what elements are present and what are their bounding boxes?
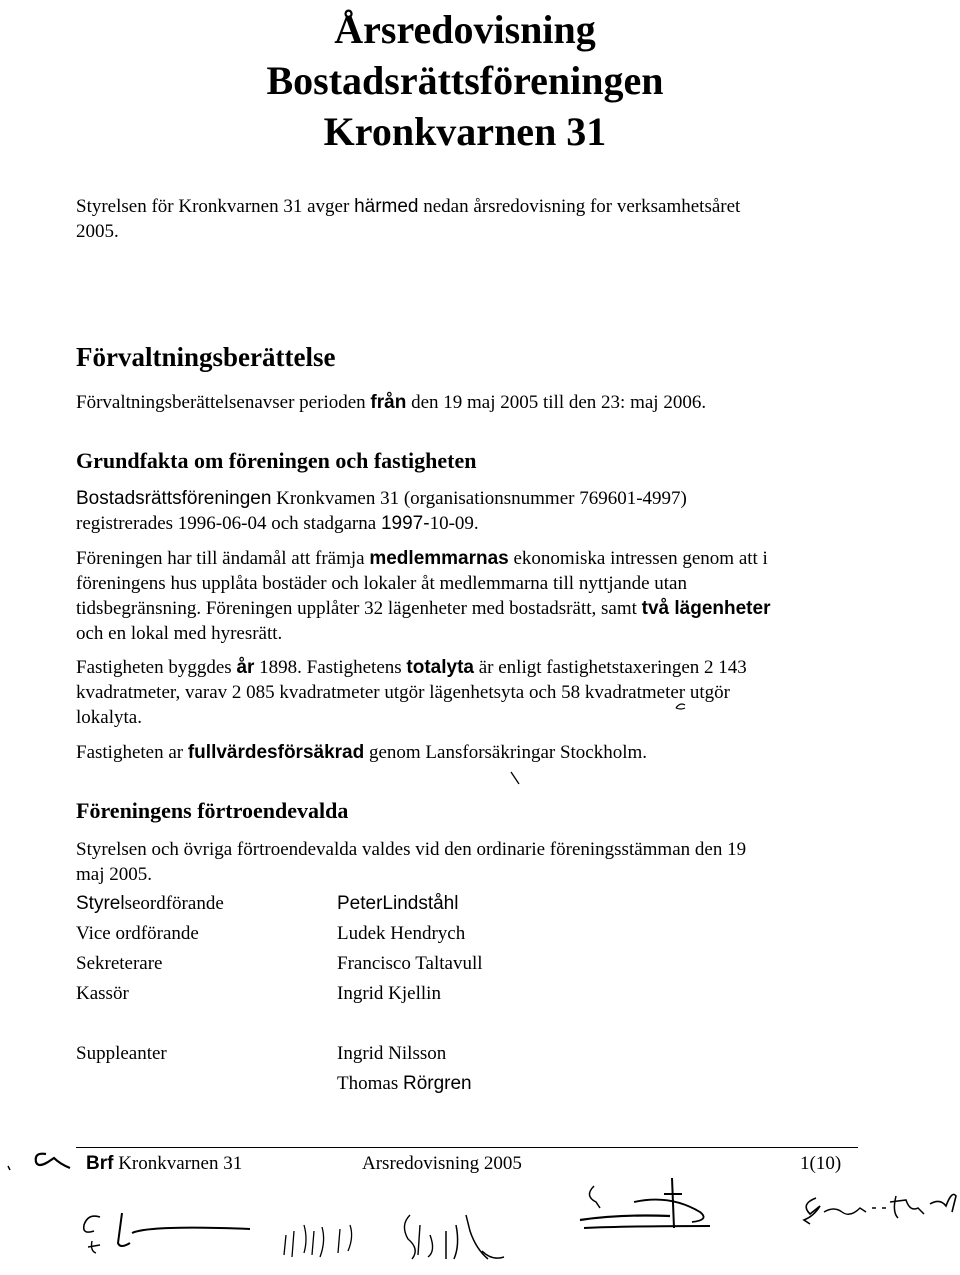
- footer-divider: [76, 1147, 858, 1148]
- grundfakta-text: 10-09.: [429, 513, 479, 534]
- grundfakta-text: Föreningen har till ändamål att främja: [76, 548, 365, 569]
- title-line-2: Bostadsrättsföreningen: [266, 58, 664, 103]
- grundfakta-text-emphasis: totalyta: [406, 657, 474, 678]
- grundfakta-text: ekonomiska intressen genom att i: [513, 548, 768, 569]
- fortroendevalda-text: Styrelsen och övriga förtroendevalda valdes vid den ordinarie föreningsstämman den 19: [76, 839, 747, 860]
- grundfakta-text: lokalyta.: [76, 707, 142, 728]
- grundfakta-paragraph-2: [76, 546, 866, 646]
- forvaltning-text-emphasis: från: [370, 392, 407, 413]
- board-name: [337, 1071, 472, 1096]
- section-heading-fortroendevalda: Föreningens förtroendevalda: [76, 798, 349, 823]
- fortroendevalda-text: maj 2005.: [76, 864, 152, 885]
- intro-text-emphasis: härmed: [354, 196, 419, 217]
- board-role-prefix: Styrel: [76, 893, 125, 914]
- scan-mark-icon: [508, 770, 522, 786]
- grundfakta-text: kvadratmeter, varav 2 085 kvadratmeter utgör lägenhetsyta och 58 kvadratmeter utgör: [76, 682, 730, 703]
- footer-squiggle-icon: [4, 1148, 80, 1174]
- grundfakta-text-emphasis: fullvärdesförsäkrad: [187, 742, 365, 763]
- grundfakta-text: föreningens hus upplåta bostäder och lokaler åt medlemmarna till nyttjande utan: [76, 573, 687, 594]
- forvaltning-text: Förvaltningsberättelsenavser perioden: [76, 392, 366, 413]
- grundfakta-text: är enligt fastighetstaxeringen 2 143: [478, 657, 747, 678]
- board-name: PeterLindståhl: [337, 893, 459, 914]
- board-role: Vice ordförande: [76, 923, 199, 944]
- board-name: Ludek Hendrych: [337, 923, 466, 944]
- board-role: Suppleanter: [76, 1043, 167, 1064]
- board-name: Francisco Taltavull: [337, 953, 483, 974]
- board-name-first: Thomas: [337, 1073, 399, 1094]
- section-heading-forvaltning: Förvaltningsberättelse: [76, 342, 336, 372]
- signature-2-icon: [270, 1195, 520, 1273]
- intro-paragraph: [76, 194, 866, 244]
- grundfakta-text: tidsbegränsning. Föreningen upplåter 32 lägenheter med bostadsrätt, samt: [76, 598, 637, 619]
- grundfakta-text-emphasis: 1997-: [380, 513, 430, 534]
- footer-association: [86, 1151, 242, 1176]
- footer-document-name: Arsredovisning 2005: [362, 1153, 522, 1174]
- intro-year: 2005.: [76, 221, 119, 242]
- title-line-3: Kronkvarnen 31: [323, 109, 607, 154]
- grundfakta-text: genom Lansforsäkringar Stockholm.: [368, 742, 648, 763]
- section-heading-grundfakta: Grundfakta om föreningen och fastigheten: [76, 448, 477, 473]
- signature-3-icon: [560, 1168, 720, 1240]
- grundfakta-text: Kronkvamen 31 (organisationsnummer 769601-4997): [276, 488, 687, 509]
- grundfakta-text-emphasis: medlemmarnas: [369, 548, 509, 569]
- fortroendevalda-intro: [76, 837, 866, 887]
- footer-name: Kronkvarnen 31: [118, 1153, 243, 1174]
- forvaltning-text: den 19 maj 2005 till den 23: maj 2006.: [411, 392, 707, 413]
- footer-abbrev: Brf: [86, 1153, 114, 1174]
- board-name: Ingrid Nilsson: [337, 1043, 447, 1064]
- footer-page-number: 1(10): [800, 1153, 842, 1174]
- grundfakta-paragraph-1: [76, 486, 866, 536]
- signature-1-icon: [60, 1195, 260, 1265]
- intro-text: Styrelsen för Kronkvarnen 31 avger: [76, 196, 350, 217]
- grundfakta-text: Fastigheten ar: [76, 742, 184, 763]
- grundfakta-text-emphasis: år: [236, 657, 255, 678]
- grundfakta-text: registrerades 1996-06-04 och stadgarna: [76, 513, 377, 534]
- board-role: Kassör: [76, 983, 129, 1004]
- board-role-suffix: seordförande: [124, 893, 224, 914]
- board-name-last: Rörgren: [402, 1073, 472, 1094]
- board-role: [76, 891, 224, 916]
- board-name: Ingrid Kjellin: [337, 983, 441, 1004]
- grundfakta-paragraph-3: [76, 655, 866, 730]
- grundfakta-text: och en lokal med hyresrätt.: [76, 623, 283, 644]
- grundfakta-text: 1898. Fastighetens: [259, 657, 402, 678]
- title-line-1: Årsredovisning: [334, 7, 596, 52]
- grundfakta-text-emphasis: två lägenheter: [641, 598, 771, 619]
- signature-4-icon: [780, 1178, 960, 1238]
- grundfakta-text-emphasis: Bostadsrättsföreningen: [76, 488, 272, 509]
- scan-mark-icon: [674, 700, 688, 712]
- document-title: [0, 4, 930, 157]
- intro-text: nedan årsredovisning for verksamhetsåret: [423, 196, 741, 217]
- grundfakta-text: Fastigheten byggdes: [76, 657, 232, 678]
- grundfakta-paragraph-4: [76, 740, 866, 765]
- forvaltning-paragraph: [76, 390, 866, 415]
- board-role: Sekreterare: [76, 953, 163, 974]
